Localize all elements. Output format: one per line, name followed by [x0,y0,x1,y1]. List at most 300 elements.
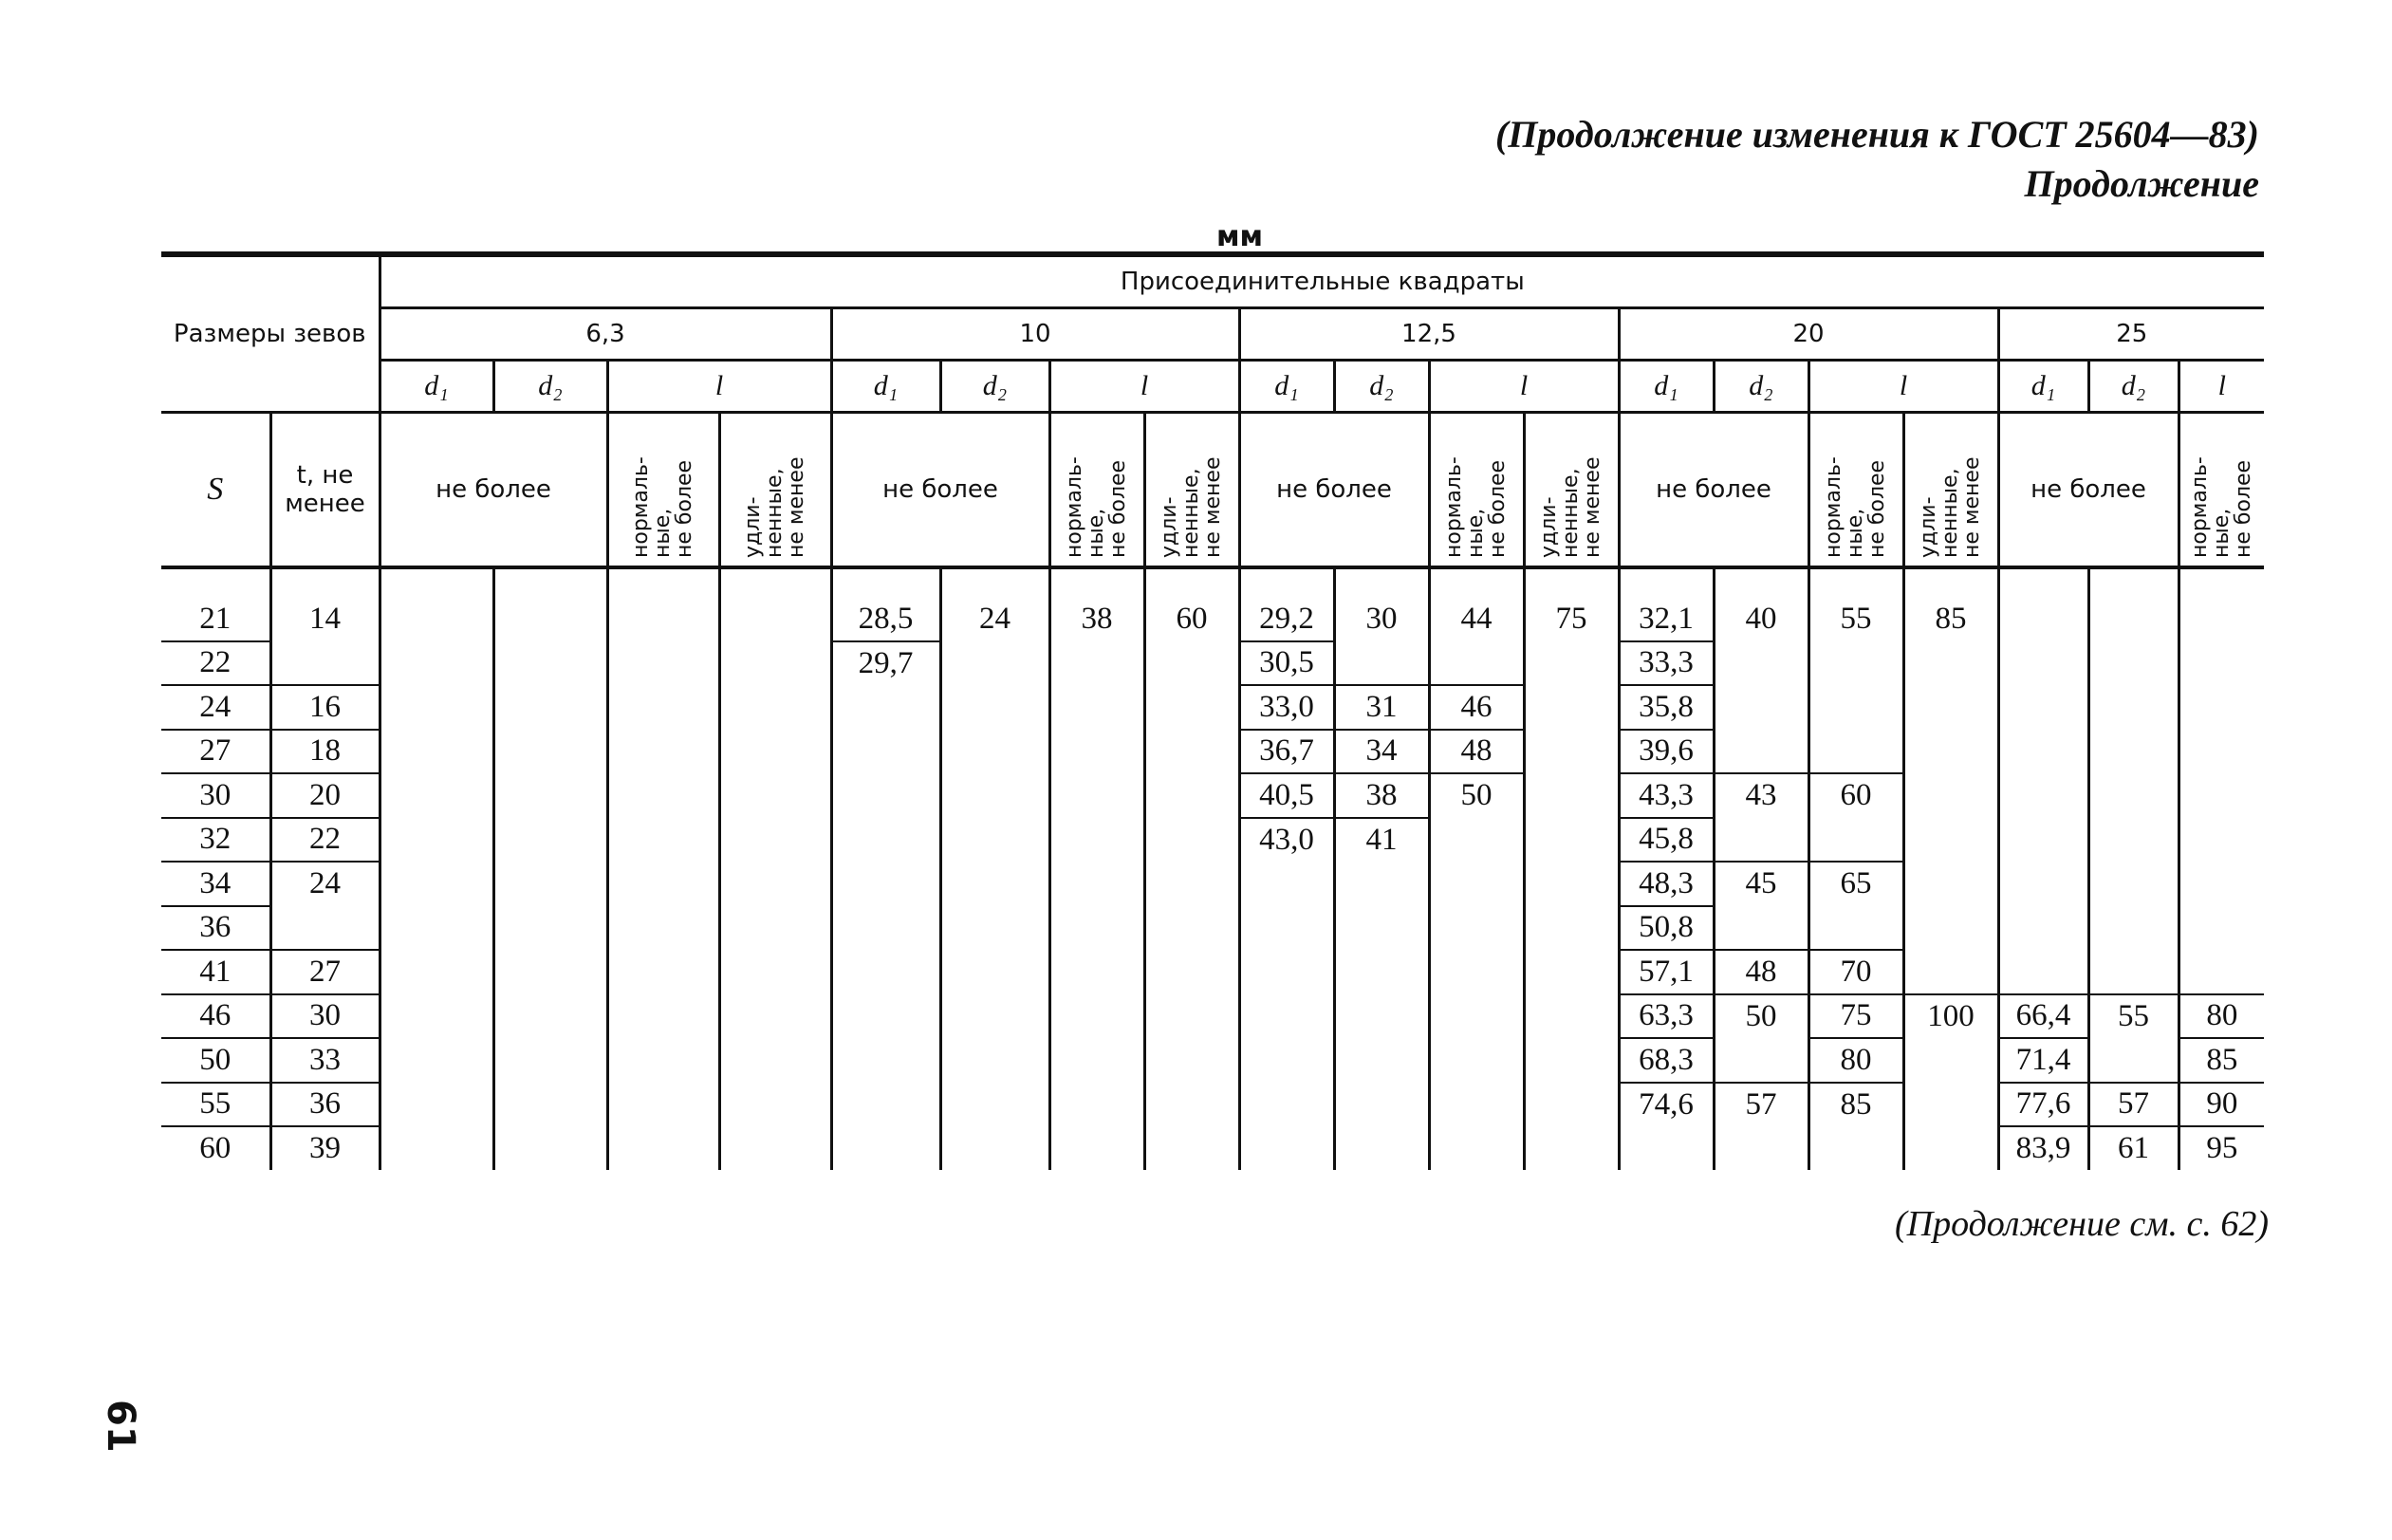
table-cell [1239,994,1334,1039]
table-cell: 57 [1714,1083,1808,1127]
table-row [161,1083,2264,1127]
table-cell: 30 [1334,567,1429,641]
table-cell [719,730,831,774]
col-d1: d₁ [380,361,493,413]
table-cell [607,950,719,994]
table-cell: 60 [1808,773,1903,818]
not-more-label: не более [1239,413,1429,568]
col-s: S [161,413,270,568]
table-cell: 40,5 [1239,773,1334,818]
not-more-label: не более [831,413,1049,568]
table-cell [719,1038,831,1083]
table-cell: 100 [1903,994,1998,1039]
table-cell [1524,773,1619,818]
table-cell: 32 [161,818,270,863]
table-cell: 22 [270,818,380,863]
table-cell [940,950,1049,994]
col-d1: d₁ [831,361,940,413]
table-cell [1998,818,2088,863]
header-squares: Присоединительные квадраты [380,254,2264,308]
not-more-label: не более [1619,413,1808,568]
table-cell [1334,950,1429,994]
table-cell [380,1083,493,1127]
col-d1: d₁ [1998,361,2088,413]
table-cell [1049,818,1144,863]
table-cell: 31 [1334,685,1429,730]
table-cell [2088,641,2179,686]
table-cell [380,906,493,951]
table-cell: 24 [161,685,270,730]
table-cell [493,818,607,863]
table-cell [1049,862,1144,906]
table-cell: 41 [1334,818,1429,863]
table-cell [2179,730,2264,774]
table-cell [1144,730,1239,774]
table-cell [1619,1126,1714,1170]
table-cell [1714,818,1808,863]
table-cell [719,994,831,1039]
table-cell [607,862,719,906]
header-sizes: Размеры зевов [161,254,380,413]
table-cell [380,818,493,863]
table-cell [1049,1083,1144,1127]
table-cell: 50 [161,1038,270,1083]
table-cell: 33,3 [1619,641,1714,686]
table-row [161,906,2264,951]
table-cell [1429,950,1524,994]
table-cell [1714,906,1808,951]
table-cell [1524,950,1619,994]
table-cell [1144,1083,1239,1127]
table-row [161,994,2264,1039]
table-cell: 65 [1808,862,1903,906]
table-cell: 36 [270,1083,380,1127]
table-cell: 70 [1808,950,1903,994]
table-cell: 55 [1808,567,1903,641]
table-cell [940,1126,1049,1170]
table-cell: 50,8 [1619,906,1714,951]
table-cell [940,773,1049,818]
table-cell [1998,950,2088,994]
table-cell [1524,730,1619,774]
table-cell [831,1126,940,1170]
table-cell [831,730,940,774]
table-cell [1524,1083,1619,1127]
table-cell [831,862,940,906]
col-d2: d₂ [1714,361,1808,413]
table-cell [1429,994,1524,1039]
table-cell [1429,1083,1524,1127]
table-cell [270,906,380,951]
group-25: 25 [1998,308,2264,361]
table-cell [1144,950,1239,994]
table-cell [1429,1038,1524,1083]
col-l: l [2179,361,2264,413]
table-cell [380,773,493,818]
table-cell [1144,641,1239,686]
header-continuation: Продолжение [2024,162,2259,205]
table-cell [2088,773,2179,818]
table-cell: 46 [161,994,270,1039]
table-cell [607,1083,719,1127]
table-cell: 71,4 [1998,1038,2088,1083]
col-d1: d₁ [1239,361,1334,413]
table-cell [1903,950,1998,994]
table-cell [2179,906,2264,951]
table-cell [1903,685,1998,730]
table-cell [940,1083,1049,1127]
table-cell: 16 [270,685,380,730]
table-cell [380,685,493,730]
table-cell [1998,567,2088,641]
table-cell [1144,773,1239,818]
table-cell: 50 [1714,994,1808,1039]
table-cell [831,994,940,1039]
table-cell [493,730,607,774]
table-cell: 44 [1429,567,1524,641]
table-cell: 43,0 [1239,818,1334,863]
table-cell [607,685,719,730]
table-cell [1144,1038,1239,1083]
table-cell [1903,906,1998,951]
table-cell [493,1038,607,1083]
normal-label: нормаль- ные, не более [1442,455,1511,558]
table-cell [831,818,940,863]
table-row [161,1038,2264,1083]
table-cell [831,773,940,818]
table-cell [493,950,607,994]
table-cell [607,994,719,1039]
table-cell [380,1038,493,1083]
table-cell [1903,1126,1998,1170]
table-cell [719,641,831,686]
table-cell [1049,641,1144,686]
group-6-3: 6,3 [380,308,831,361]
col-d1: d₁ [1619,361,1714,413]
table-row [161,685,2264,730]
table-cell: 60 [161,1126,270,1170]
table-row [161,818,2264,863]
table-cell: 30 [161,773,270,818]
table-row [161,641,2264,686]
table-cell: 36,7 [1239,730,1334,774]
table-row [161,950,2264,994]
table-cell: 55 [161,1083,270,1127]
table-cell [1239,862,1334,906]
table-cell [380,730,493,774]
table-cell [1239,950,1334,994]
table-cell: 29,7 [831,641,940,686]
table-cell [831,906,940,951]
table-cell [1524,818,1619,863]
col-l: l [1049,361,1239,413]
table-row [161,862,2264,906]
table-cell [719,818,831,863]
table-cell [493,994,607,1039]
table-cell [1998,773,2088,818]
table-cell [2088,730,2179,774]
table-cell [1144,906,1239,951]
table-cell [719,950,831,994]
col-d2: d₂ [940,361,1049,413]
table-cell [270,641,380,686]
table-cell [1429,862,1524,906]
table-cell [1144,862,1239,906]
elongated-label: удли- ненные, не менее [1158,456,1226,558]
group-20: 20 [1619,308,1998,361]
table-cell: 90 [2179,1083,2264,1127]
table-cell: 27 [270,950,380,994]
normal-label: нормаль- ные, не более [629,455,697,558]
table-cell [940,862,1049,906]
table-cell: 27 [161,730,270,774]
table-cell: 85 [1808,1083,1903,1127]
table-cell [607,730,719,774]
unit-label: мм [1216,220,1264,253]
table-cell [1714,730,1808,774]
table-cell: 18 [270,730,380,774]
elongated-label: удли- ненные, не менее [741,456,809,558]
table-cell: 41 [161,950,270,994]
table-cell [1524,1126,1619,1170]
table-cell: 68,3 [1619,1038,1714,1083]
table-cell: 61 [2088,1126,2179,1170]
table-cell [1334,1038,1429,1083]
table-cell [940,994,1049,1039]
table-cell [607,773,719,818]
table-cell [380,567,493,641]
table-cell [1144,994,1239,1039]
table-cell: 40 [1714,567,1808,641]
table-cell [380,641,493,686]
table-cell [2088,567,2179,641]
table-cell: 43 [1714,773,1808,818]
table-cell [607,1126,719,1170]
table-cell: 36 [161,906,270,951]
table-cell: 35,8 [1619,685,1714,730]
col-l: l [607,361,831,413]
normal-label: нормаль- ные, не более [1822,455,1890,558]
table-cell [1903,730,1998,774]
table-cell: 24 [270,862,380,906]
table-cell: 50 [1429,773,1524,818]
table-cell [1808,818,1903,863]
table-row [161,773,2264,818]
table-cell [1049,1126,1144,1170]
page-number: 61 [99,1400,142,1453]
table-cell [1808,685,1903,730]
table-cell [493,567,607,641]
table-cell [2088,685,2179,730]
table-cell: 74,6 [1619,1083,1714,1127]
table-cell [1144,818,1239,863]
table-cell [1049,730,1144,774]
table-cell: 30 [270,994,380,1039]
table-cell [1334,1083,1429,1127]
table-cell: 38 [1334,773,1429,818]
table-cell [2088,950,2179,994]
table-cell: 57 [2088,1083,2179,1127]
table-cell [607,1038,719,1083]
table-cell [1714,1126,1808,1170]
table-cell [1998,906,2088,951]
table-cell [1049,773,1144,818]
table-cell [2088,906,2179,951]
table-cell [1808,730,1903,774]
table-cell [719,862,831,906]
table-cell [1334,906,1429,951]
table-cell [2179,567,2264,641]
group-12-5: 12,5 [1239,308,1619,361]
table-cell [607,641,719,686]
table-cell: 48,3 [1619,862,1714,906]
table-cell [1524,906,1619,951]
table-cell [380,1126,493,1170]
table-cell [1903,1083,1998,1127]
table-cell [940,1038,1049,1083]
table-cell: 24 [940,567,1049,641]
table-cell [1714,685,1808,730]
col-l: l [1429,361,1619,413]
col-d2: d₂ [493,361,607,413]
table-cell [940,730,1049,774]
table-cell [607,818,719,863]
table-cell [831,1038,940,1083]
table-cell: 48 [1429,730,1524,774]
table-cell: 33,0 [1239,685,1334,730]
table-cell [2179,773,2264,818]
table-cell: 38 [1049,567,1144,641]
table-cell: 80 [1808,1038,1903,1083]
table-cell [1808,1126,1903,1170]
col-t: t, не менее [270,413,380,568]
table-cell: 22 [161,641,270,686]
table-cell: 45,8 [1619,818,1714,863]
table-cell [607,567,719,641]
table-cell [1998,730,2088,774]
table-cell [1998,685,2088,730]
table-cell [493,641,607,686]
table-cell [1714,1038,1808,1083]
dimensions-table [161,251,2263,1170]
table-cell [2179,818,2264,863]
table-cell [1239,906,1334,951]
table-cell [493,1083,607,1127]
table-cell [1429,1126,1524,1170]
table-cell: 39,6 [1619,730,1714,774]
table-cell [1049,994,1144,1039]
table-cell [1714,641,1808,686]
table-cell: 95 [2179,1126,2264,1170]
table-cell: 43,3 [1619,773,1714,818]
table-cell [1524,862,1619,906]
table-cell [1144,685,1239,730]
table-cell [493,773,607,818]
col-l: l [1808,361,1998,413]
group-10: 10 [831,308,1239,361]
table-cell [1144,1126,1239,1170]
table-cell: 30,5 [1239,641,1334,686]
table-cell [940,685,1049,730]
table-cell [831,685,940,730]
table-cell [493,1126,607,1170]
table-cell: 39 [270,1126,380,1170]
table-cell: 85 [2179,1038,2264,1083]
col-d2: d₂ [2088,361,2179,413]
table-cell [1524,994,1619,1039]
table-cell [2088,818,2179,863]
table-cell [831,950,940,994]
elongated-label: удли- ненные, не менее [1917,456,1985,558]
table-cell [1049,950,1144,994]
table-cell: 32,1 [1619,567,1714,641]
table-cell [2179,950,2264,994]
table-cell [1239,1038,1334,1083]
table-cell: 75 [1524,567,1619,641]
table-cell [1903,773,1998,818]
table-cell: 29,2 [1239,567,1334,641]
table-cell: 34 [161,862,270,906]
continuation-note: (Продолжение см. с. 62) [1894,1204,2269,1244]
table-cell [1808,641,1903,686]
table-cell: 57,1 [1619,950,1714,994]
table-cell [719,685,831,730]
table-cell [2179,862,2264,906]
table-cell [2179,641,2264,686]
table-cell [1429,818,1524,863]
normal-label: нормаль- ные, не более [2188,455,2256,558]
table-cell [1049,685,1144,730]
table-cell: 33 [270,1038,380,1083]
table-cell: 34 [1334,730,1429,774]
table-cell: 60 [1144,567,1239,641]
table-cell: 77,6 [1998,1083,2088,1127]
table-cell [1334,994,1429,1039]
table-cell [1239,1083,1334,1127]
table-cell [1429,641,1524,686]
table-cell: 55 [2088,994,2179,1039]
header-amendment-reference: (Продолжение изменения к ГОСТ 25604—83) [1494,113,2259,156]
table-cell [1334,641,1429,686]
table-cell: 85 [1903,567,1998,641]
table-row [161,1126,2264,1170]
table-cell: 75 [1808,994,1903,1039]
table-row [161,567,2264,641]
table-cell [1903,1038,1998,1083]
table-cell [2088,1038,2179,1083]
table-cell: 45 [1714,862,1808,906]
table-cell [1903,641,1998,686]
table-cell [940,641,1049,686]
table-cell: 14 [270,567,380,641]
table-cell [1808,906,1903,951]
table-cell [380,862,493,906]
table-cell [380,994,493,1039]
table-cell [1334,862,1429,906]
table-cell [719,1126,831,1170]
table-row [161,730,2264,774]
table-cell [719,567,831,641]
table-cell [1903,818,1998,863]
table-cell [831,1083,940,1127]
table-cell: 80 [2179,994,2264,1039]
table-cell: 66,4 [1998,994,2088,1039]
table-cell [940,906,1049,951]
table-cell [493,862,607,906]
col-d2: d₂ [1334,361,1429,413]
table-cell [719,773,831,818]
table-cell [1524,685,1619,730]
